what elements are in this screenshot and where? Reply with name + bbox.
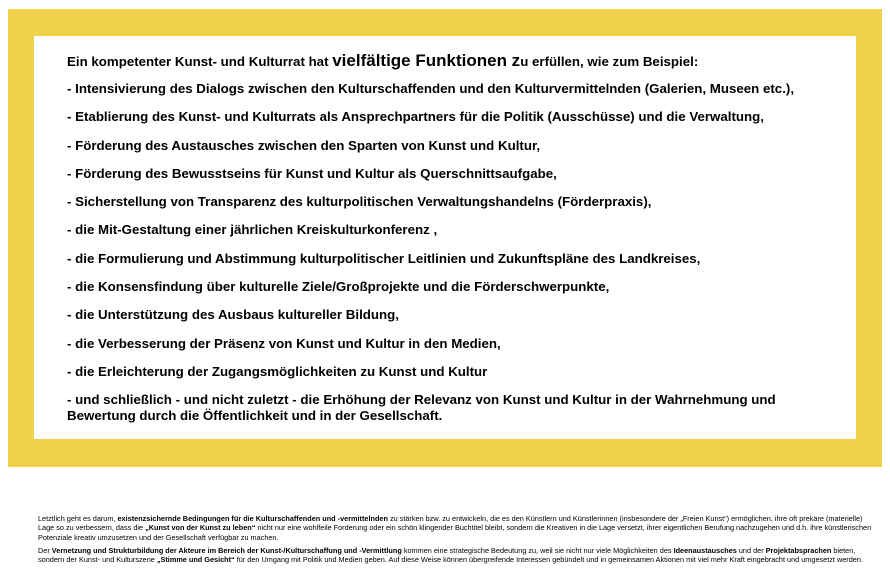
functions-panel (34, 36, 856, 439)
list-item: - Förderung des Bewusstseins für Kunst und Kultur als Querschnittsaufgabe, (67, 165, 557, 181)
list-item: - die Verbesserung der Präsenz von Kunst und Kultur in den Medien, (67, 335, 501, 351)
footer-text-run: Der (38, 545, 52, 555)
list-item: - die Mit-Gestaltung einer jährlichen Kreiskulturkonferenz , (67, 222, 438, 238)
footer-bold-run: Vernetzung und Strukturbildung der Akteure im Bereich der Kunst-/Kulturschaffung und -Vermittlung (51, 545, 402, 555)
footer-paragraph-1 (38, 514, 876, 542)
intro-end: u erfüllen, wie zum Beispiel: (520, 54, 699, 69)
footer-bold-run: Ideenaustausches (673, 545, 737, 555)
list-item: - Förderung des Austausches zwischen den Sparten von Kunst und Kultur, (67, 137, 541, 153)
footer-text-run: nicht nur eine wohlfeile Forderung oder ein schön klingender Buchtitel bleibt, sondern die Kreativen in die Lage versetzt, ihrer eigentlichen Berufung nachzugehen und d.h. ihre künstlerischen Potenziale kreativ umzusetzen und der Gesellschaft verfügbar zu machen. (38, 523, 872, 542)
intro-start: Ein kompetenter Kunst- und Kulturrat hat (67, 54, 333, 69)
footer-paragraph-2 (38, 546, 876, 565)
footer-bold-run: Projektabsprachen (765, 545, 832, 555)
footer-bold-run: existenzsichernde Bedingungen für die Kulturschaffenden und -vermittelnden (117, 514, 388, 523)
list-item: - die Konsensfindung über kulturelle Ziele/Großprojekte und die Förderschwerpunkte, (67, 279, 610, 295)
list-item: - die Formulierung und Abstimmung kulturpolitischer Leitlinien und Zukunftspläne des Landkreises, (67, 250, 701, 266)
footer-text-run: zu stärken bzw. zu entwickeln, die es den Künstlern und Künstlerinnen (insbesondere der „Freien Kunst“) ermöglichen, ihre oft prekäre (materielle) Lage so zu verbessern, dass die (38, 514, 863, 533)
intro-heading (67, 53, 842, 70)
list-item: - die Erleichterung der Zugangsmöglichkeiten zu Kunst und Kultur (67, 363, 488, 379)
footer-text-run: bieten, sondern der Kunst- und Kulturszene (38, 545, 856, 565)
footer-bold-run: „Kunst von der Kunst zu leben“ (145, 523, 256, 533)
list-item: - und schließlich - und nicht zuletzt - die Erhöhung der Relevanz von Kunst und Kultur in der Wahrnehmung und Bewertung durch die Öffentlichkeit und in der Gesellschaft. (67, 392, 776, 424)
footer-text-run: für den Umgang mit Politik und Medien geben. Auf diese Weise können übergreifende Interessen gebündelt und in gemeinsamen Aktionen mit viel mehr Kraft eingebracht und umgesetzt werden. (234, 555, 863, 565)
list-item: - Etablierung des Kunst- und Kulturrats als Ansprechpartners für die Politik (Ausschüsse) und die Verwaltung, (67, 109, 764, 125)
intro-emphasis: vielfältige Funktionen z (332, 51, 521, 70)
list-item: - Intensivierung des Dialogs zwischen den Kulturschaffenden und den Kulturvermittelnden (Galerien, Museen etc.), (67, 81, 795, 96)
footer-text (38, 514, 876, 568)
footer-text-run: und der (736, 545, 766, 555)
list-item: - Sicherstellung von Transparenz des kulturpolitischen Verwaltungshandelns (Förderpraxis), (67, 194, 652, 210)
footer-text-run: kommen eine strategische Bedeutung zu, weil sie nicht nur viele Möglichkeiten des (401, 545, 674, 555)
footer-text-run: Letztlich geht es darum, (38, 514, 118, 523)
functions-list (67, 81, 842, 424)
footer-bold-run: „Stimme und Gesicht“ (156, 555, 235, 565)
list-item: - die Unterstützung des Ausbaus kultureller Bildung, (67, 307, 399, 323)
